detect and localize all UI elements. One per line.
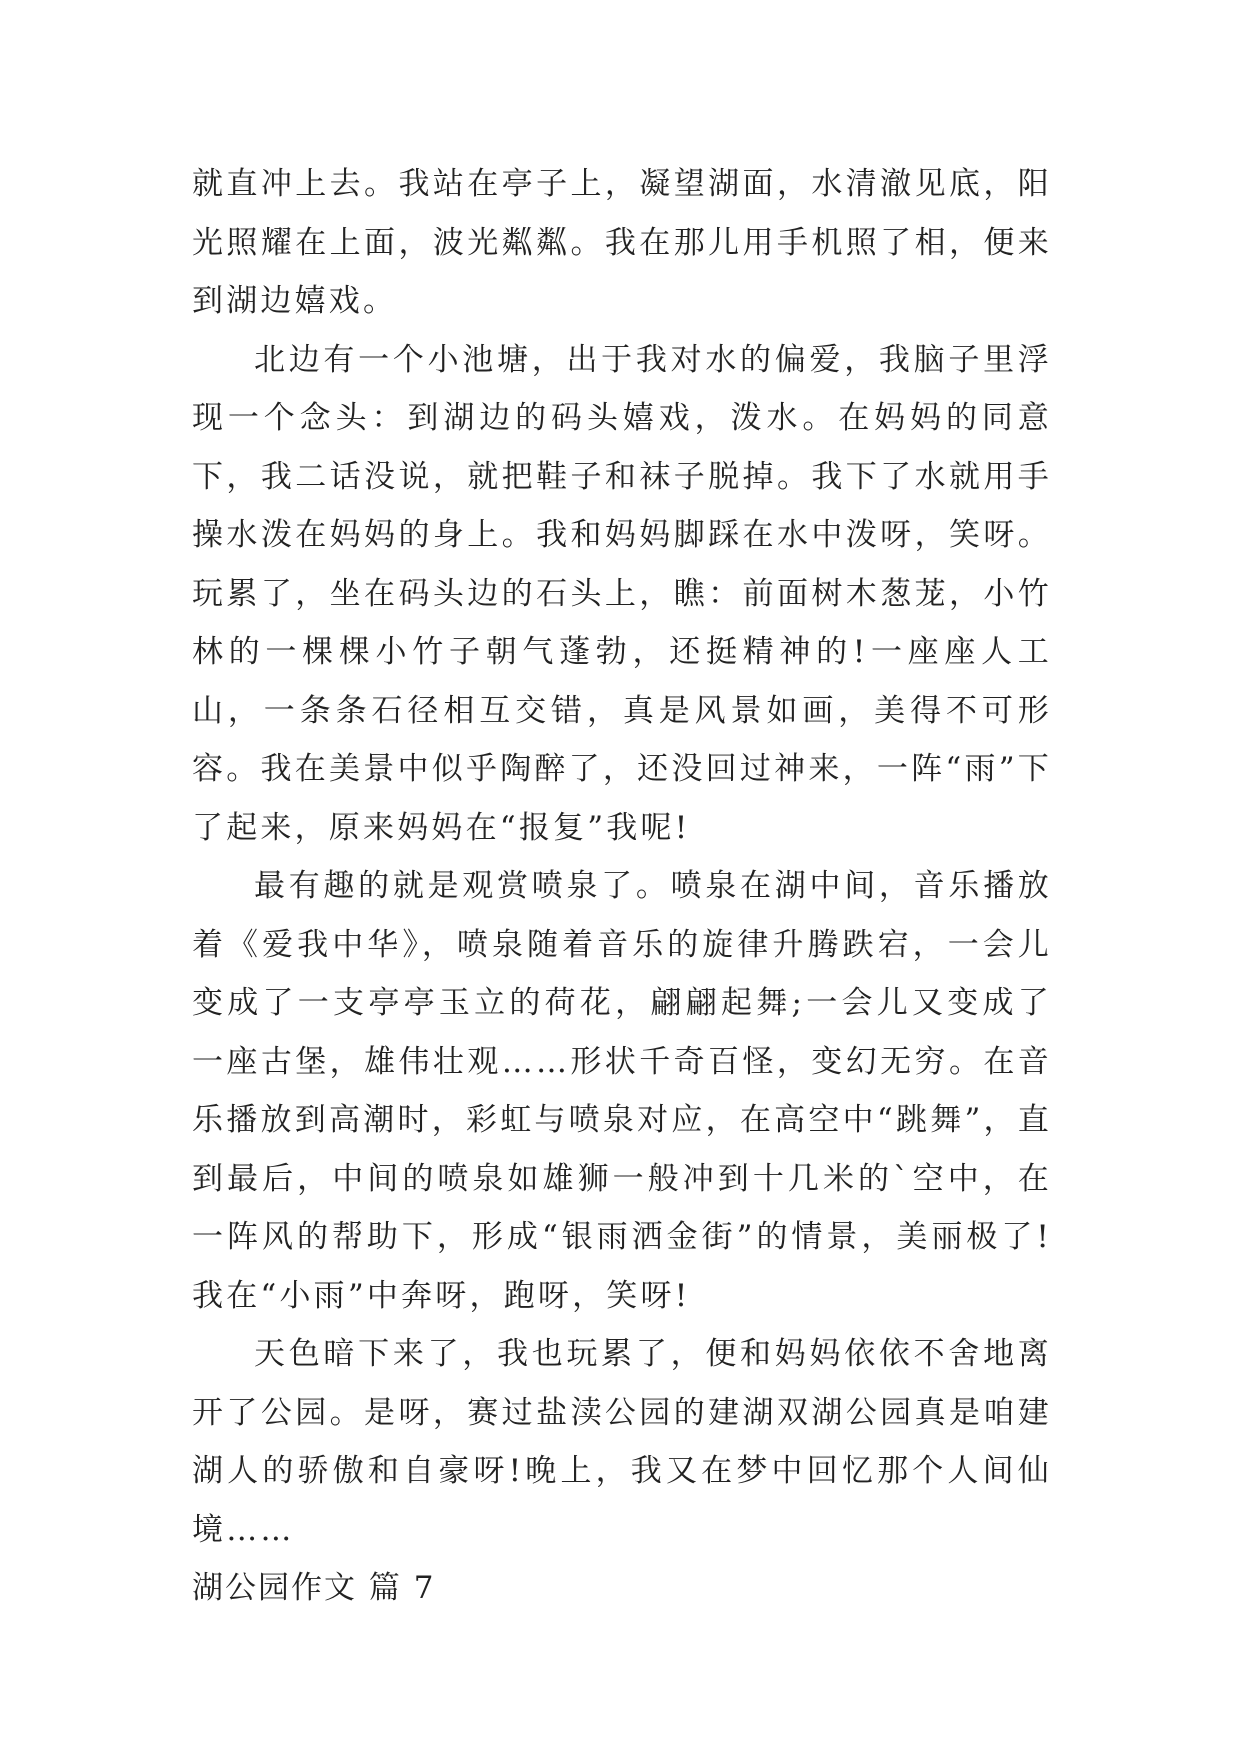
paragraph-1: 就直冲上去。我站在亭子上，凝望湖面，水清澈见底，阳光照耀在上面，波光粼粼。我在那儿用手机照了相，便来到湖边嬉戏。 <box>192 166 1052 319</box>
paragraph-3: 最有趣的就是观赏喷泉了。喷泉在湖中间，音乐播放着《爱我中华》，喷泉随着音乐的旋律升腾跌宕，一会儿变成了一支亭亭玉立的荷花，翩翩起舞;一会儿又变成了一座古堡，雄伟壮观……形状千奇百怪，变幻无穷。在音乐播放到高潮时，彩虹与喷泉对应，在高空中“跳舞”，直到最后，中间的喷泉如雄狮一般冲到十几米的`空中，在一阵风的帮助下，形成“银雨洒金街”的情景，美丽极了!我在“小雨”中奔呀，跑呀，笑呀! <box>192 868 1052 1314</box>
document-body <box>192 155 1052 1618</box>
paragraph-4: 天色暗下来了，我也玩累了，便和妈妈依依不舍地离开了公园。是呀，赛过盐渎公园的建湖双湖公园真是咱建湖人的骄傲和自豪呀!晚上，我又在梦中回忆那个人间仙境…… <box>192 1336 1052 1548</box>
paragraph-2: 北边有一个小池塘，出于我对水的偏爱，我脑子里浮现一个念头：到湖边的码头嬉戏，泼水。在妈妈的同意下，我二话没说，就把鞋子和袜子脱掉。我下了水就用手操水泼在妈妈的身上。我和妈妈脚踩在水中泼呀，笑呀。玩累了，坐在码头边的石头上，瞧：前面树木葱茏，小竹林的一棵棵小竹子朝气蓬勃，还挺精神的!一座座人工山，一条条石径相互交错，真是风景如画，美得不可形容。我在美景中似乎陶醉了，还没回过神来，一阵“雨”下了起来，原来妈妈在“报复”我呢! <box>192 341 1052 846</box>
section-heading: 湖公园作文 篇 7 <box>192 1570 436 1606</box>
